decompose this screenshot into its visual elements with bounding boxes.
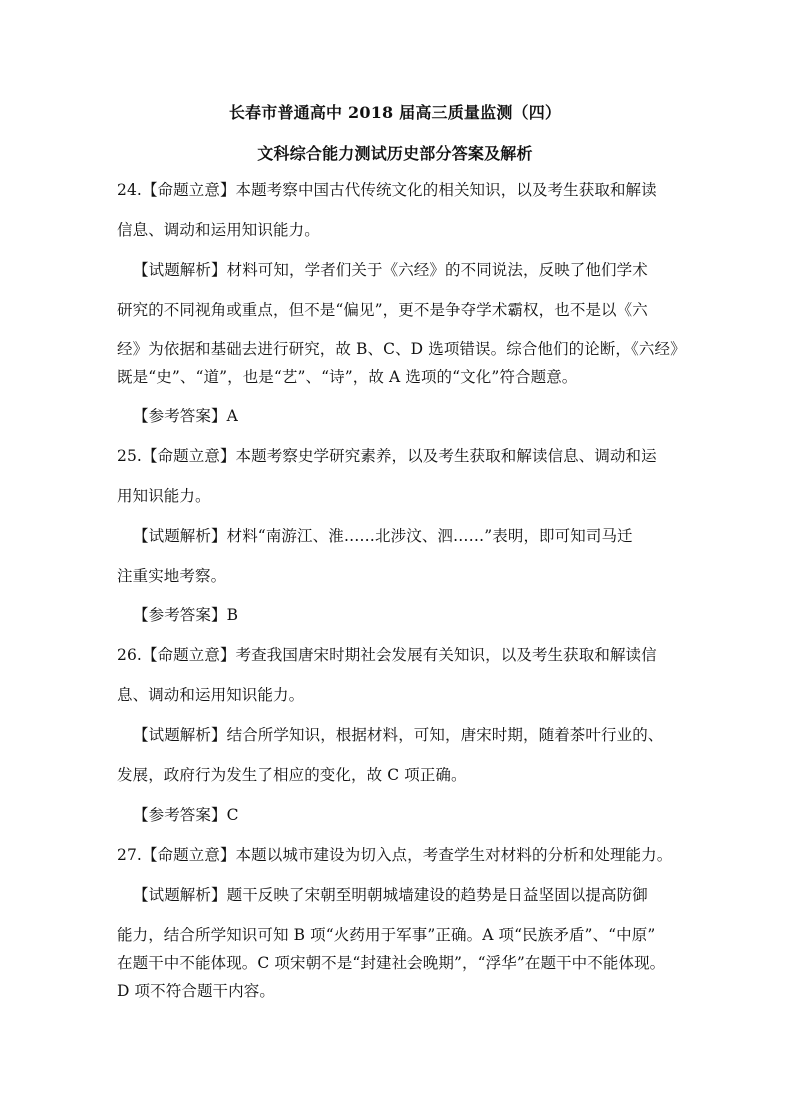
q27-analysis-line-2: 能力，结合所学知识可知 B 项“火药用于军事”正确。A 项“民族矛盾”、“中原” [117,926,656,944]
q24-analysis-line-2: 研究的不同视角或重点，但不是“偏见”，更不是争夺学术霸权，也不是以《六 [117,301,648,319]
q25-answer: 【参考答案】B [133,606,239,624]
q26-analysis-line-1: 【试题解析】结合所学知识，根据材料，可知，唐宋时期，随着茶叶行业的、 [133,726,664,744]
document-title: 长春市普通高中 2018 届高三质量监测（四） [228,103,562,122]
q26-intent-line-1: 26.【命题立意】考查我国唐宋时期社会发展有关知识，以及考生获取和解读信 [117,646,657,664]
q24-intent-line-2: 信息、调动和运用知识能力。 [117,221,320,239]
q25-intent-line-1: 25.【命题立意】本题考察史学研究素养，以及考生获取和解读信息、调动和运 [117,447,657,465]
q24-intent-line-1: 24.【命题立意】本题考察中国古代传统文化的相关知识，以及考生获取和解读 [117,181,657,199]
q26-answer: 【参考答案】C [133,806,239,824]
q27-analysis-line-4: D 项不符合题干内容。 [117,982,275,1000]
document-subtitle: 文科综合能力测试历史部分答案及解析 [257,144,533,163]
q25-intent-line-2: 用知识能力。 [117,487,211,505]
q26-intent-line-2: 息、调动和运用知识能力。 [117,686,305,704]
q25-analysis-line-1: 【试题解析】材料“南游江、淮……北涉汶、泗……”表明，即可知司马迁 [133,527,633,545]
q24-analysis-line-3: 经》为依据和基础去进行研究，故 B、C、D 选项错误。综合他们的论断，《六经》 [117,340,686,358]
q24-analysis-line-1: 【试题解析】材料可知，学者们关于《六经》的不同说法，反映了他们学术 [133,261,648,279]
q24-answer: 【参考答案】A [133,407,238,425]
q27-analysis-line-1: 【试题解析】题干反映了宋朝至明朝城墙建设的趋势是日益坚固以提高防御 [133,886,648,904]
q26-analysis-line-2: 发展，政府行为发生了相应的变化，故 C 项正确。 [117,766,467,784]
q25-analysis-line-2: 注重实地考察。 [117,567,227,585]
q27-intent-line-1: 27.【命题立意】本题以城市建设为切入点，考查学生对材料的分析和处理能力。 [117,846,673,864]
q24-analysis-line-4: 既是“史”、“道”，也是“艺”、“诗”，故 A 选项的“文化”符合题意。 [117,368,578,386]
q27-analysis-line-3: 在题干中不能体现。C 项宋朝不是“封建社会晚期”，“浮华”在题干中不能体现。 [117,954,666,972]
